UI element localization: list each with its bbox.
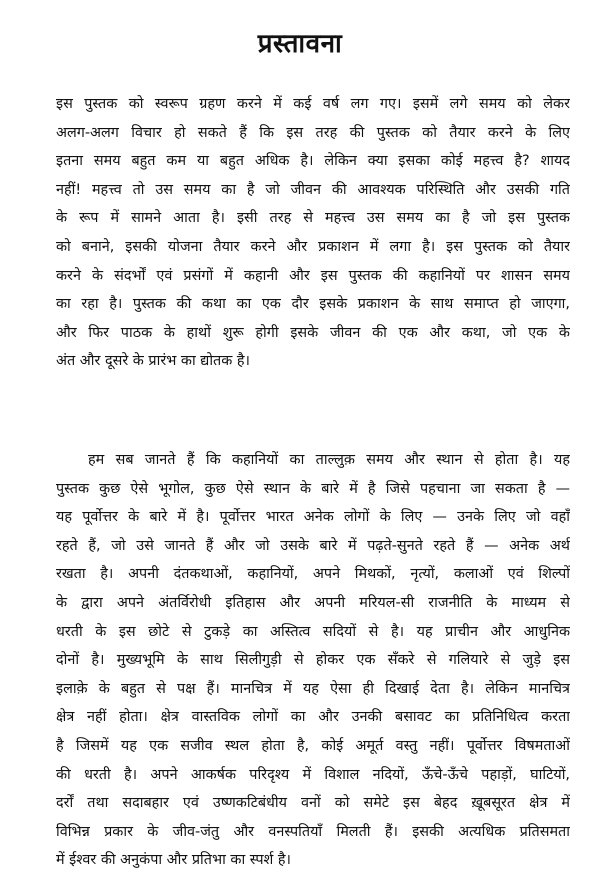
paragraph-line: नहीं! महत्त्व तो उस समय का है जो जीवन की आवश्यक परिस्थिति और उसकी गति <box>56 181 570 198</box>
paragraph-line: क्षेत्र नहीं होता। क्षेत्र वास्तविक लोगों का और उनकी बसावट का प्रतिनिधित्व करता <box>56 709 570 726</box>
paragraph-line: इस पुस्तक को स्वरूप ग्रहण करने में कई वर्ष लग गए। इसमें लगे समय को लेकर <box>56 96 570 112</box>
paragraph-line: दोनों है। मुख्यभूमि के साथ सिलीगुड़ी से होकर एक सँकरे से गलियारे से जुड़े इस <box>56 652 570 669</box>
paragraph-line: यह पूर्वोत्तर के बारे में है। पूर्वोत्तर भारत अनेक लोगों के लिए — उनके लिए जो वहाँ <box>56 509 570 526</box>
paragraph-line: अलग-अलग विचार हो सकते हैं कि इस तरह की पुस्तक को तैयार करने के लिए <box>56 124 570 141</box>
paragraph-line: के द्वारा अपने अंतर्विरोधी इतिहास और अपनी मरियल-सी राजनीति के माध्यम से <box>56 594 570 611</box>
paragraph-line: इतना समय बहुत कम या बहुत अधिक है। लेकिन क्या इसका कोई महत्त्व है? शायद <box>56 153 570 170</box>
paragraph-line: दर्रों तथा सदाबहार एवं उष्णकटिबंधीय वनों को समेटे इस बेहद ख़ूबसूरत क्षेत्र में <box>56 795 570 812</box>
paragraph-line: के रूप में सामने आता है। इसी तरह से महत्त्व उस समय का है जो इस पुस्तक <box>56 210 570 227</box>
paragraph-line: विभिन्न प्रकार के जीव-जंतु और वनस्पतियाँ मिलती हैं। इसकी अत्यधिक प्रतिसमता <box>56 823 570 840</box>
paragraph-line: में ईश्वर की अनुकंपा और प्रतिभा का स्पर्श है। <box>56 852 291 869</box>
paragraph-line: को बनाने, इसकी योजना तैयार करने और प्रकाशन में लगा है। इस पुस्तक को तैयार <box>56 238 570 255</box>
paragraph-line: करने के संदर्भों एवं प्रसंगों में कहानी और इस पुस्तक की कहानियों पर शासन समय <box>56 267 570 284</box>
paragraph-line: और फिर पाठक के हाथों शुरू होगी इसके जीवन की एक और कथा, जो एक के <box>56 324 570 341</box>
paragraph-1 <box>56 90 570 376</box>
paragraph-line: रहते हैं, जो उसे जानते हैं और जो उसके बारे में पढ़ते-सुनते रहते हैं — अनेक अर्थ <box>56 537 570 554</box>
paragraph-line: इलाक़े के बहुत से पक्ष हैं। मानचित्र में यह ऐसा ही दिखाई देता है। लेकिन मानचित्र <box>56 680 570 697</box>
paragraph-line: हम सब जानते हैं कि कहानियों का ताल्लुक़ समय और स्थान से होता है। यह <box>88 452 570 468</box>
paragraph-line: अंत और दूसरे के प्रारंभ का द्योतक है। <box>56 353 250 370</box>
paragraph-line: पुस्तक कुछ ऐसे भूगोल, कुछ ऐसे स्थान के बारे में है जिसे पहचाना जा सकता है — <box>56 480 570 497</box>
paragraph-line: की धरती है। अपने आकर्षक परिदृश्य में विशाल नदियों, ऊँचे-ऊँचे पहाड़ों, घाटियों, <box>56 766 570 783</box>
paragraph-2 <box>56 446 570 875</box>
paragraph-line: धरती के इस छोटे से टुकड़े का अस्तित्व सदियों से है। यह प्राचीन और आधुनिक <box>56 623 570 640</box>
paragraph-line: का रहा है। पुस्तक की कथा का एक दौर इसके प्रकाशन के साथ समाप्त हो जाएगा, <box>56 296 570 313</box>
paragraph-line: रखता है। अपनी दंतकथाओं, कहानियों, अपने मिथकों, नृत्यों, कलाओं एवं शिल्पों <box>56 566 570 583</box>
paragraph-line: है जिसमें यह एक सजीव स्थल होता है, कोई अमूर्त वस्तु नहीं। पूर्वोत्तर विषमताओं <box>56 737 570 754</box>
page-title: प्रस्तावना <box>257 29 343 59</box>
